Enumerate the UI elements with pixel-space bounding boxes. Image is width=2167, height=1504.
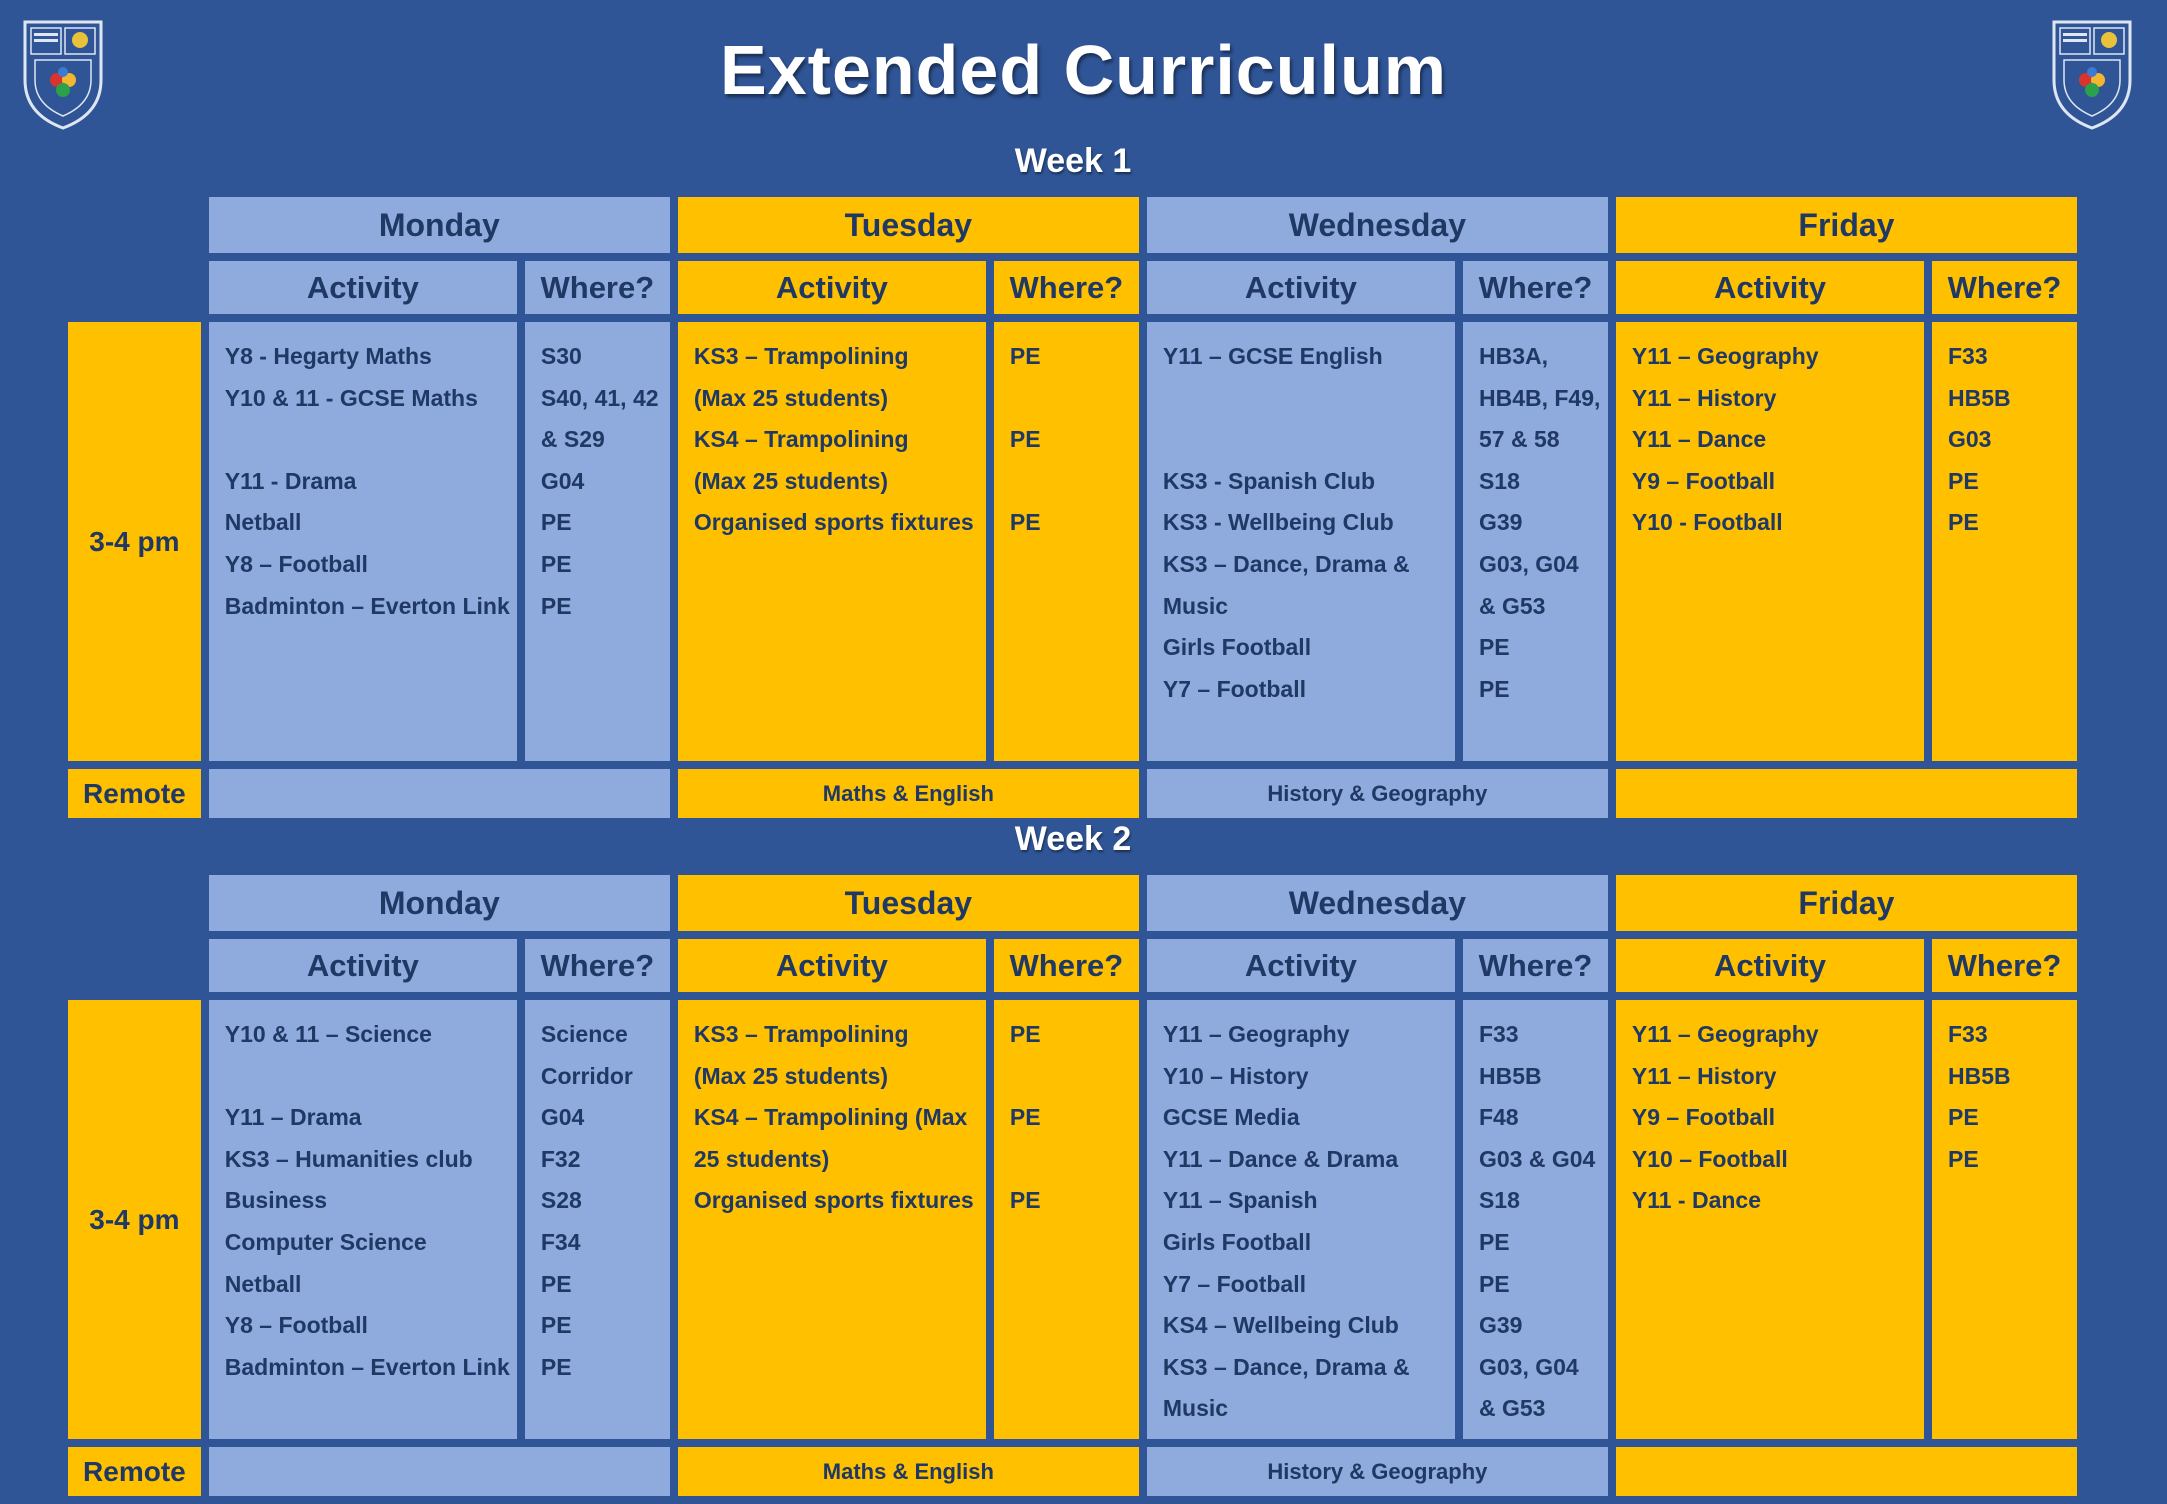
activity-entry: 25 students)	[693, 1145, 830, 1172]
activity-header: Activity	[1616, 261, 1924, 314]
where-entry: PE	[540, 592, 572, 619]
activity-entry: Music	[1162, 592, 1229, 619]
week-2-timetable	[60, 867, 2085, 1504]
day-header-wednesday: Wednesday	[1147, 197, 1608, 253]
where-entry: G03, G04	[1478, 550, 1579, 577]
activity-entry: Y10 & 11 – Science	[224, 1021, 432, 1047]
remote-wednesday: History & Geography	[1147, 769, 1608, 818]
activity-header: Activity	[678, 261, 986, 314]
tuesday-activity-cell	[678, 322, 986, 761]
where-entry: & G53	[1478, 1395, 1546, 1422]
where-entry: PE	[1948, 1145, 1979, 1172]
where-entry: HB3A,	[1478, 343, 1548, 369]
activity-header: Activity	[1147, 261, 1455, 314]
wednesday-activity-cell	[1147, 1000, 1455, 1439]
where-entry	[1010, 1139, 1125, 1181]
activity-entry: Y11 – Spanish	[1162, 1187, 1318, 1214]
where-entry: PE	[1009, 1021, 1041, 1047]
where-entry: PE	[1948, 509, 1979, 536]
activity-entry: KS3 - Spanish Club	[1162, 467, 1375, 494]
where-entry: F33	[1948, 343, 1988, 369]
activity-header: Activity	[678, 939, 986, 992]
activity-entry: Badminton – Everton Link	[224, 1353, 510, 1380]
time-slot-label: 3-4 pm	[68, 322, 201, 761]
where-entry: S18	[1478, 467, 1520, 494]
monday-where-cell	[525, 1000, 670, 1439]
where-entry: & S29	[540, 426, 605, 453]
page-title: Extended Curriculum	[720, 31, 1447, 109]
where-entry: S40, 41, 42	[540, 384, 659, 411]
activity-entry	[225, 1056, 503, 1098]
day-header-tuesday: Tuesday	[678, 875, 1139, 931]
activity-header: Activity	[209, 939, 517, 992]
activity-entry	[1163, 378, 1441, 420]
where-entry: PE	[1948, 467, 1979, 494]
activity-entry: Y9 – Football	[1631, 467, 1776, 494]
where-entry: PE	[540, 1270, 572, 1297]
monday-where-cell	[525, 322, 670, 761]
where-entry: F32	[540, 1145, 581, 1172]
where-entry	[1010, 378, 1125, 420]
where-entry: HB5B	[1948, 1062, 2011, 1089]
corner-blank	[68, 261, 201, 314]
where-entry: G03 & G04	[1478, 1145, 1596, 1172]
activity-entry: Girls Football	[1162, 634, 1312, 661]
where-entry: 57 & 58	[1478, 426, 1560, 453]
where-entry: & G53	[1478, 592, 1546, 619]
where-entry: G03	[1948, 426, 1992, 453]
tuesday-activity-cell	[678, 1000, 986, 1439]
where-entry: PE	[1478, 634, 1510, 661]
activity-entry: Y11 – Geography	[1631, 1021, 1819, 1047]
where-entry: PE	[1009, 509, 1041, 536]
week-1-timetable	[60, 189, 2085, 826]
remote-wednesday: History & Geography	[1147, 1447, 1608, 1496]
activity-entry: KS3 – Dance, Drama &	[1162, 1353, 1410, 1380]
activity-entry: Y8 – Football	[224, 550, 368, 577]
week-2-label: Week 2	[1014, 820, 1132, 858]
day-header-monday: Monday	[209, 197, 670, 253]
wednesday-where-cell	[1463, 1000, 1608, 1439]
where-entry: PE	[540, 1353, 572, 1380]
day-header-wednesday: Wednesday	[1147, 875, 1608, 931]
where-header: Where?	[994, 939, 1139, 992]
activity-entry: Y11 – History	[1631, 384, 1777, 411]
where-entry: PE	[1478, 1228, 1510, 1255]
where-entry: HB5B	[1948, 384, 2011, 411]
friday-where-cell	[1932, 1000, 2077, 1439]
tuesday-where-cell	[994, 322, 1139, 761]
activity-entry: (Max 25 students)	[693, 384, 889, 411]
remote-friday	[1616, 769, 2077, 818]
activity-entry: Y11 - Dance	[1631, 1187, 1762, 1214]
activity-header: Activity	[209, 261, 517, 314]
where-entry: G04	[540, 467, 585, 494]
friday-activity-cell	[1616, 322, 1924, 761]
activity-entry: Business	[224, 1187, 328, 1214]
where-header: Where?	[525, 939, 670, 992]
where-entry: S30	[540, 343, 582, 369]
activity-entry: Y11 – GCSE English	[1162, 343, 1383, 369]
remote-monday	[209, 1447, 670, 1496]
where-entry: F33	[1948, 1021, 1988, 1047]
activity-entry: Y10 – History	[1162, 1062, 1309, 1089]
activity-entry: (Max 25 students)	[693, 1062, 889, 1089]
monday-activity-cell	[209, 1000, 517, 1439]
activity-entry: (Max 25 students)	[693, 467, 889, 494]
where-entry: PE	[540, 1312, 572, 1339]
where-entry: G04	[540, 1104, 585, 1131]
tuesday-where-cell	[994, 1000, 1139, 1439]
where-entry: S28	[540, 1187, 582, 1214]
monday-activity-cell	[209, 322, 517, 761]
where-entry: HB5B	[1478, 1062, 1542, 1089]
corner-blank	[68, 197, 201, 253]
where-header: Where?	[1932, 939, 2077, 992]
activity-entry: GCSE Media	[1162, 1104, 1300, 1131]
where-header: Where?	[525, 261, 670, 314]
activity-entry: KS4 – Trampolining (Max	[693, 1104, 968, 1131]
activity-entry: KS3 – Humanities club	[224, 1145, 473, 1172]
activity-entry: Y9 – Football	[1631, 1104, 1776, 1131]
where-entry	[1010, 1056, 1125, 1098]
activity-entry: Netball	[224, 1270, 302, 1297]
activity-entry: KS4 – Wellbeing Club	[1162, 1312, 1399, 1339]
where-entry: HB4B, F49,	[1478, 384, 1601, 411]
remote-friday	[1616, 1447, 2077, 1496]
activity-entry: KS3 – Trampolining	[693, 343, 909, 369]
remote-monday	[209, 769, 670, 818]
activity-entry: Y11 – Dance & Drama	[1162, 1145, 1399, 1172]
where-entry: F33	[1478, 1021, 1519, 1047]
activity-entry: Computer Science	[224, 1228, 427, 1255]
remote-tuesday: Maths & English	[678, 1447, 1139, 1496]
remote-tuesday: Maths & English	[678, 769, 1139, 818]
activity-entry: Y11 – Geography	[1162, 1021, 1350, 1047]
activity-entry: Y11 – Drama	[224, 1104, 362, 1131]
friday-activity-cell	[1616, 1000, 1924, 1439]
where-entry: PE	[540, 550, 572, 577]
activity-entry: KS3 – Trampolining	[693, 1021, 909, 1047]
where-header: Where?	[1463, 939, 1608, 992]
activity-entry: KS3 - Wellbeing Club	[1162, 509, 1394, 536]
where-entry	[1948, 1180, 2063, 1222]
activity-entry	[1163, 419, 1441, 461]
activity-entry: Y7 – Football	[1162, 675, 1306, 702]
remote-label: Remote	[68, 769, 201, 818]
where-entry: PE	[540, 509, 572, 536]
where-entry	[1010, 461, 1125, 503]
activity-entry: KS4 – Trampolining	[693, 426, 909, 453]
where-entry: G03, G04	[1478, 1353, 1579, 1380]
activity-entry: Girls Football	[1162, 1228, 1312, 1255]
where-header: Where?	[994, 261, 1139, 314]
corner-blank	[68, 875, 201, 931]
where-entry: F34	[540, 1228, 581, 1255]
where-entry: PE	[1478, 675, 1510, 702]
activity-entry: Y10 - Football	[1631, 509, 1783, 536]
day-header-friday: Friday	[1616, 875, 2077, 931]
remote-label: Remote	[68, 1447, 201, 1496]
activity-entry: Y8 – Football	[224, 1312, 368, 1339]
activity-entry: Y11 - Drama	[224, 467, 357, 494]
corner-blank	[68, 939, 201, 992]
activity-entry: Y10 & 11 - GCSE Maths	[224, 384, 478, 411]
activity-entry: Y7 – Football	[1162, 1270, 1306, 1297]
activity-entry: Badminton – Everton Link	[224, 592, 510, 619]
where-entry: G39	[1478, 509, 1523, 536]
where-entry: PE	[1009, 426, 1041, 453]
activity-header: Activity	[1616, 939, 1924, 992]
day-header-monday: Monday	[209, 875, 670, 931]
where-entry: PE	[1478, 1270, 1510, 1297]
friday-where-cell	[1932, 322, 2077, 761]
wednesday-where-cell	[1463, 322, 1608, 761]
where-entry: PE	[1948, 1104, 1979, 1131]
where-entry: Corridor	[540, 1062, 633, 1089]
activity-entry: Y10 – Football	[1631, 1145, 1788, 1172]
where-header: Where?	[1932, 261, 2077, 314]
where-entry: PE	[1009, 1104, 1041, 1131]
activity-entry: Y8 - Hegarty Maths	[224, 343, 432, 369]
activity-entry: Organised sports fixtures	[693, 509, 974, 536]
activity-entry: KS3 – Dance, Drama &	[1162, 550, 1410, 577]
where-entry: S18	[1478, 1187, 1520, 1214]
where-entry: Science	[540, 1021, 628, 1047]
activity-entry: Music	[1162, 1395, 1229, 1422]
activity-entry	[225, 419, 503, 461]
day-header-tuesday: Tuesday	[678, 197, 1139, 253]
where-entry: PE	[1009, 343, 1041, 369]
activity-entry: Y11 – Dance	[1631, 426, 1767, 453]
where-entry: G39	[1478, 1312, 1523, 1339]
activity-entry: Netball	[224, 509, 302, 536]
wednesday-activity-cell	[1147, 322, 1455, 761]
week-1-label: Week 1	[1014, 142, 1132, 180]
where-header: Where?	[1463, 261, 1608, 314]
activity-entry: Organised sports fixtures	[693, 1187, 974, 1214]
activity-entry: Y11 – History	[1631, 1062, 1777, 1089]
time-slot-label: 3-4 pm	[68, 1000, 201, 1439]
activity-header: Activity	[1147, 939, 1455, 992]
where-entry: PE	[1009, 1187, 1041, 1214]
day-header-friday: Friday	[1616, 197, 2077, 253]
activity-entry: Y11 – Geography	[1631, 343, 1819, 369]
where-entry: F48	[1478, 1104, 1519, 1131]
